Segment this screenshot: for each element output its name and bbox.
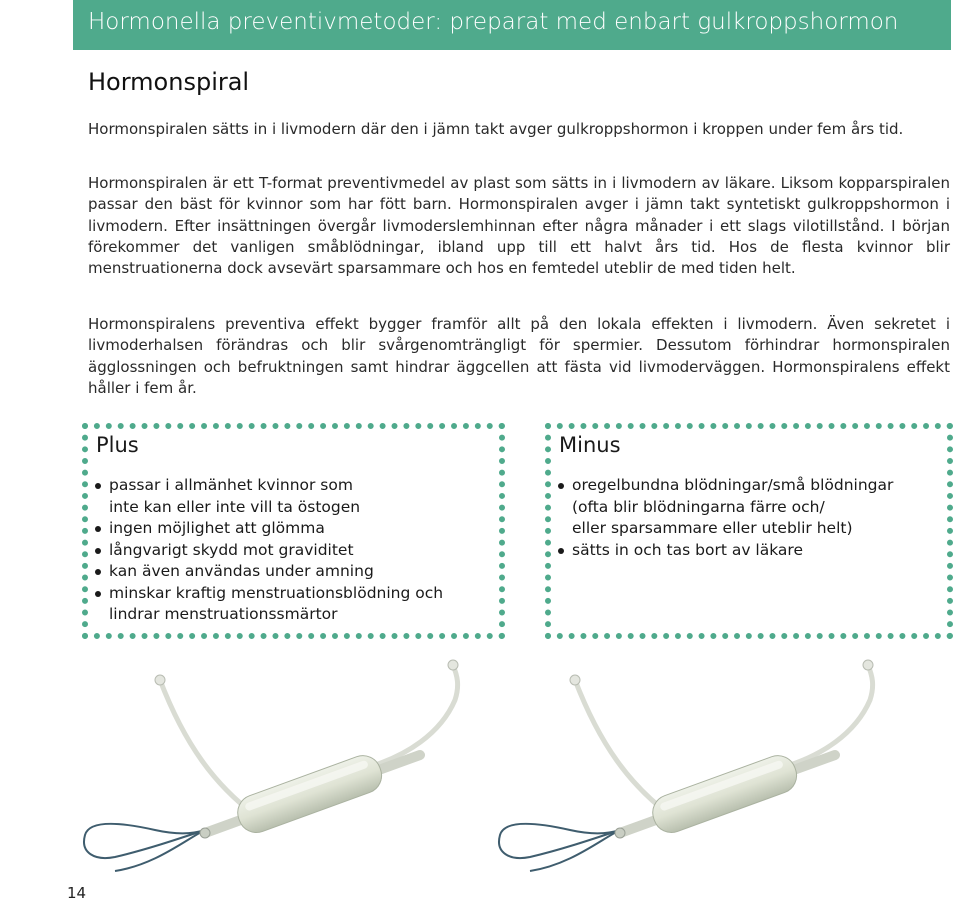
- list-item: [556, 540, 893, 562]
- list-item-line: lindrar menstruationssmärtor: [109, 605, 338, 623]
- plus-box: [82, 423, 505, 639]
- list-item-line: sätts in och tas bort av läkare: [572, 540, 803, 559]
- list-item-line: kan även användas under amning: [109, 562, 374, 580]
- list-item: [556, 475, 893, 540]
- list-item-line: passar i allmänhet kvinnor som: [109, 476, 353, 494]
- section-title: Hormonspiral: [88, 68, 250, 96]
- list-item: [93, 475, 443, 518]
- list-item-line: minskar kraftig menstruationsblödning och: [109, 583, 444, 602]
- iud-illustration: [55, 625, 505, 875]
- page-number: 14: [67, 884, 87, 902]
- body-paragraph-1: Hormonspiralen är ett T-format preventivmedel av plast som sätts in i livmodern av läkare. Liksom kopparspiralen passar den bäst för kvinnor som har fött barn. Hormonspiralen avger i jämn takt syntetiskt gulkroppshormon i livmodern. Efter insättningen övergår livmoderslemhinnan efter några månader i ett slags vilotillstånd. I början förekommer det vanligen småblödningar, ibland upp till ett halvt års tid. Hos de flesta kvinnor blir menstruationerna dock avsevärt sparsammare och hos en femtedel uteblir de med tiden helt.: [88, 174, 950, 278]
- list-item: [93, 540, 443, 562]
- list-item-line: inte kan eller inte vill ta östogen: [109, 497, 361, 516]
- list-item-line: eller sparsammare eller uteblir helt): [572, 519, 853, 537]
- plus-list: [93, 475, 443, 626]
- minus-list: [556, 475, 893, 561]
- minus-heading: Minus: [559, 433, 621, 457]
- intro-paragraph: Hormonspiralen sätts in i livmodern där den i jämn takt avger gulkroppshormon i kroppen under fem års tid.: [88, 120, 904, 138]
- list-item-line: (ofta blir blödningarna färre och/: [572, 497, 825, 516]
- list-item: [93, 518, 443, 540]
- header-bar: [73, 0, 951, 50]
- iud-illustration: [470, 625, 920, 875]
- body-paragraph-2: Hormonspiralens preventiva effekt bygger framför allt på den lokala effekten i livmodern. Även sekretet i livmoderhalsen förändras och blir svårgenomträngligt för spermier. Dessutom förhindrar hormonspiralen ägglossningen och befruktningen samt hindrar äggcellen att fästa vid livmoderväggen. Hormonspiralens effekt håller i fem år.: [88, 315, 950, 397]
- list-item-line: ingen möjlighet att glömma: [109, 519, 325, 537]
- list-item-line: långvarigt skydd mot graviditet: [109, 540, 354, 559]
- minus-box: [545, 423, 953, 639]
- list-item: [93, 561, 443, 583]
- plus-heading: Plus: [96, 433, 139, 457]
- list-item: [93, 583, 443, 626]
- page-header-title: Hormonella preventivmetoder: preparat med enbart gulkroppshormon: [88, 9, 899, 35]
- list-item-line: oregelbundna blödningar/små blödningar: [572, 476, 894, 494]
